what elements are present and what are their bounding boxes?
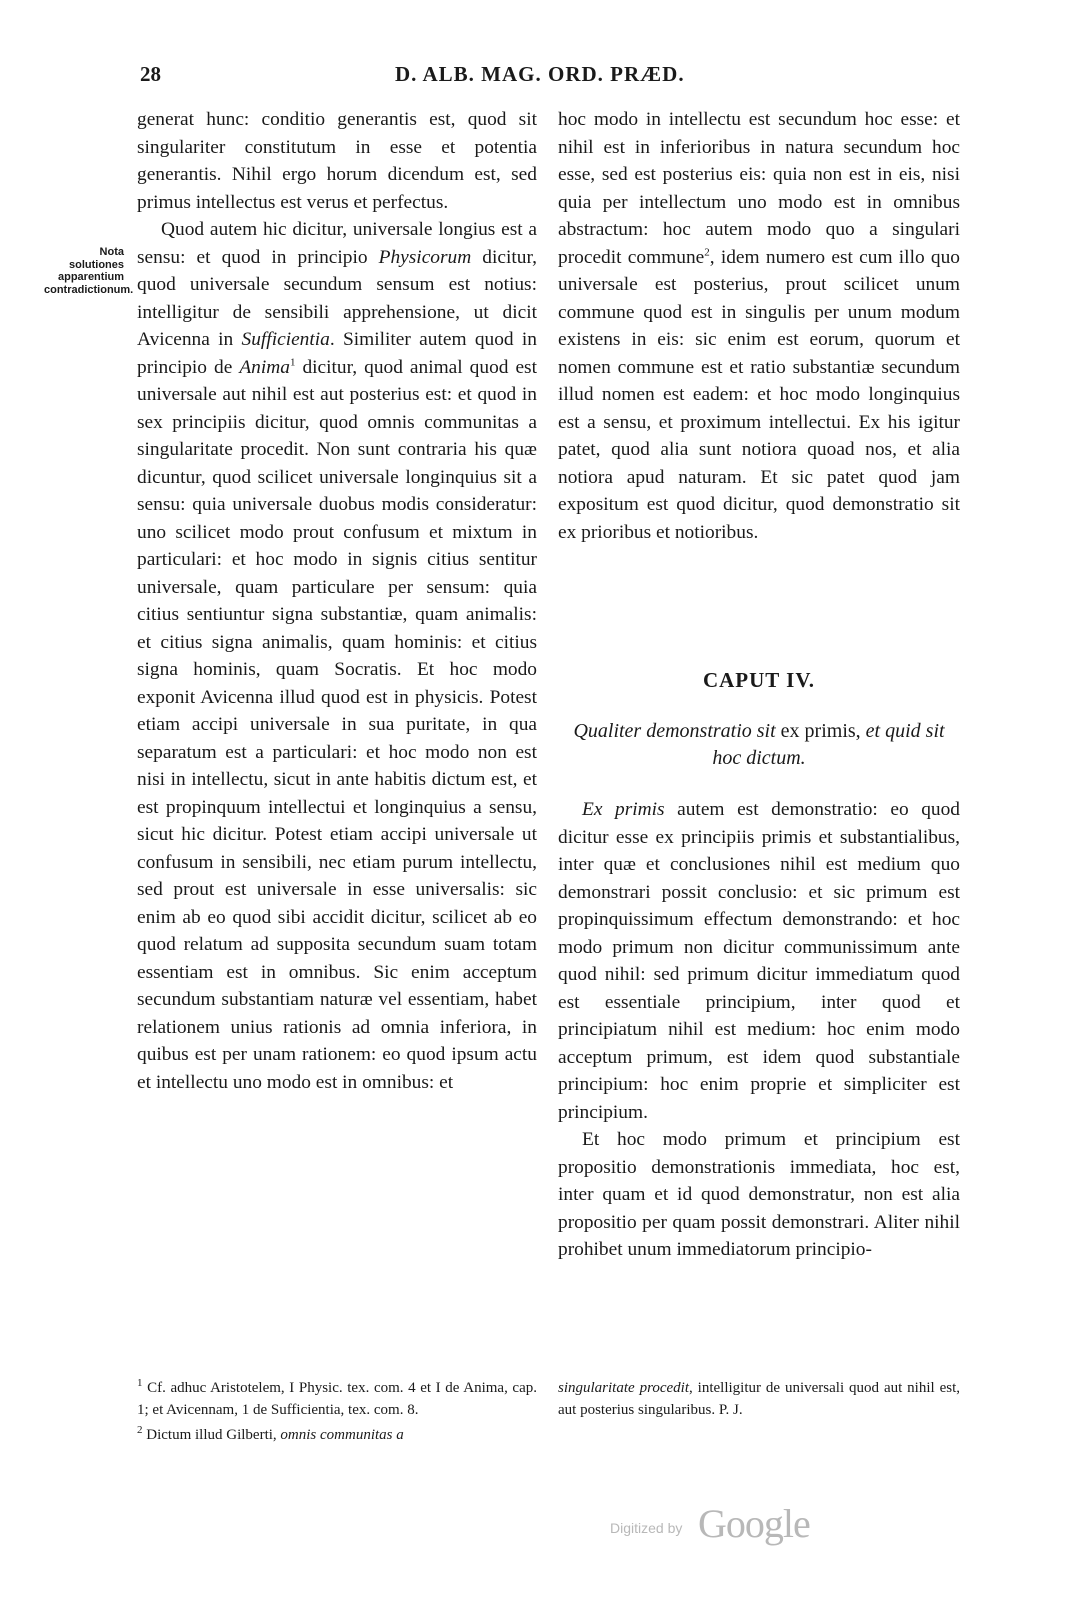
text-run: . Similiter autem quod in principio de <box>137 329 537 378</box>
text-run: , idem numero est cum illo quo universale est posterius, prout scilicet unum commune quod est in singulis per unum modum existens in eis: sic enim est eorum, quorum et nomen commune est et ratio substantiæ secundum illud nomen est eadem: et hoc modo longinquius est a sensu, et proximum intellectui. Ex his igitur patet, quod alia sunt notiora quoad nos, et alia notiora apud naturam. Et sic patet quod jam expositum est quod dicitur, quod demonstratio sit ex prioribus et notioribus. <box>558 246 960 543</box>
text-run: dicitur, quod animal quod est universale aut nihil est aut posterius est: et quod in sex principiis dicitur, quod omnis communitas a singularitate procedit. Non sunt contraria his quæ dicuntur, quod scilicet universale longinquius sit a sensu: quia universale duobus modis consideratur: uno scilicet modo prout confusum et mixtum in particulari: et hoc modo in signis citius sentitur universale, quam particulare per sensum: quia citius sentiuntur signa substantiæ, quam animalis: et citius signa animalis, quam hominis: et citius signa hominis, quam Socratis. Et hoc modo exponit Avicenna illud quod est in physicis. Potest etiam accipi universale in sua puritate, in qua separatum est a particulari: et hoc modo non est nisi in intellectu, sicut in ante habitis dictum est, et est propinquum intellectui et longinquius a sensu, sicut hic dicitur. Potest etiam accipi universale ut confusum in sensibili, nec etiam purum intellectu, sed prout est universale in esse universalis: sic enim ab eo quod sibi accidit dicitur, scilicet ab eo quod relatum ad supposita secundum suam totam essentiam est in omnibus. Sic enim acceptum secundum substantiam naturæ vel essentiam, habet relationem unius rationis ad omnia inferiora, in quibus est per unam rationem: eo quod ipsum actu et intellectu uno modo est in omnibus: et <box>137 356 537 1093</box>
work-title-anima: Anima <box>239 356 290 378</box>
footnote-text: Dictum illud Gilberti, <box>142 1427 281 1443</box>
google-logo: Google <box>698 1501 810 1546</box>
footnote-2-continued <box>558 1378 960 1421</box>
footnotes-right <box>558 1378 960 1421</box>
chapter-paragraph-2: Et hoc modo primum et principium est propositio demonstrationis immediata, hoc est, inter quam et id quod demonstratur, non est alia propositio per quam possit demonstrari. Aliter nihil prohibet unum immediatorum principio- <box>558 1129 960 1260</box>
footnote-text: , intelligitur de universali quod aut nihil est, aut posterius singularibus. P. J. <box>558 1380 960 1418</box>
footnotes-left <box>137 1378 537 1447</box>
text-run: Quod autem hic dicitur, universale longius est a sensu: et quod in principio <box>137 219 537 268</box>
footnote-ref-2[interactable]: 2 <box>704 246 710 259</box>
subtitle-italic: et quid sit hoc dictum. <box>712 720 945 769</box>
watermark-prefix: Digitized by <box>610 1520 683 1536</box>
footnote-italic: omnis communitas a <box>280 1427 404 1443</box>
page-number: 28 <box>140 62 161 86</box>
text-run: dicitur, quod universale secundum sensum est notius: intelligitur de sensibili apprehensione, ut dicit Avicenna in <box>137 246 537 350</box>
text-run: hoc modo in intellectu est secundum hoc esse: et nihil est in inferioribus in natura secundum hoc esse, sed est posterius eis: quia non est in eis, nisi quia per intellectum uno modo est in omnibus abstractum: hoc autem modo quo a singulari procedit commune <box>558 109 960 268</box>
subtitle-italic: Qualiter demonstratio sit <box>573 720 776 742</box>
chapter-paragraph-1 <box>558 796 960 1126</box>
text-run: autem est demonstratio: eo quod dicitur esse ex principiis primis et substantialibus, inter quæ et conclusiones nihil est medium quo demonstrari possit conclusio: et sic primum est propinquissimum effectum demonstrando: et hoc modo primum non dicitur communissimum ante quod nihil: sed primum dicitur immediatum quod est essentiale principium, inter quod et principiatum nihil est medium: hoc enim modo acceptum primum, est idem quod substantiale principium: hoc enim proprie et simpliciter est principium. <box>558 799 960 1123</box>
footnote-2 <box>137 1425 537 1447</box>
right-column <box>558 106 960 546</box>
left-paragraph-2 <box>137 216 537 1096</box>
margin-note: Nota solutiones apparentium contradictionum. <box>44 246 134 296</box>
footnote-ref-1[interactable]: 1 <box>289 356 296 369</box>
left-paragraph-1: generat hunc: conditio generantis est, quod sit singulariter constitutum in esse et potentia generantis. Nihil ergo horum dicendum est, sed primus intellectus est verus et perfectus. <box>137 109 537 213</box>
work-title-sufficientia: Sufficientia <box>241 329 330 350</box>
footnote-1 <box>137 1378 537 1421</box>
footnote-mark-2: 2 <box>137 1424 143 1436</box>
work-title-physicorum: Physicorum <box>378 246 472 268</box>
footnote-mark-1: 1 <box>137 1377 143 1389</box>
left-column <box>137 106 537 1096</box>
footnote-text: Cf. adhuc Aristotelem, I Physic. tex. com. 4 et I de Anima, cap. 1; et Avicennam, 1 de Sufficientia, tex. com. 8. <box>137 1380 537 1418</box>
subtitle-roman: ex primis, <box>775 720 866 742</box>
right-paragraph-1 <box>558 106 960 546</box>
google-watermark <box>610 1500 830 1550</box>
running-head: D. ALB. MAG. ORD. PRÆD. <box>395 62 685 86</box>
chapter-lead: Ex primis <box>582 799 665 820</box>
page-header <box>140 62 980 94</box>
footnote-italic: singularitate procedit <box>558 1380 690 1396</box>
chapter-title: CAPUT IV. <box>702 668 816 692</box>
chapter-body <box>558 796 960 1264</box>
chapter-subtitle <box>558 718 960 772</box>
